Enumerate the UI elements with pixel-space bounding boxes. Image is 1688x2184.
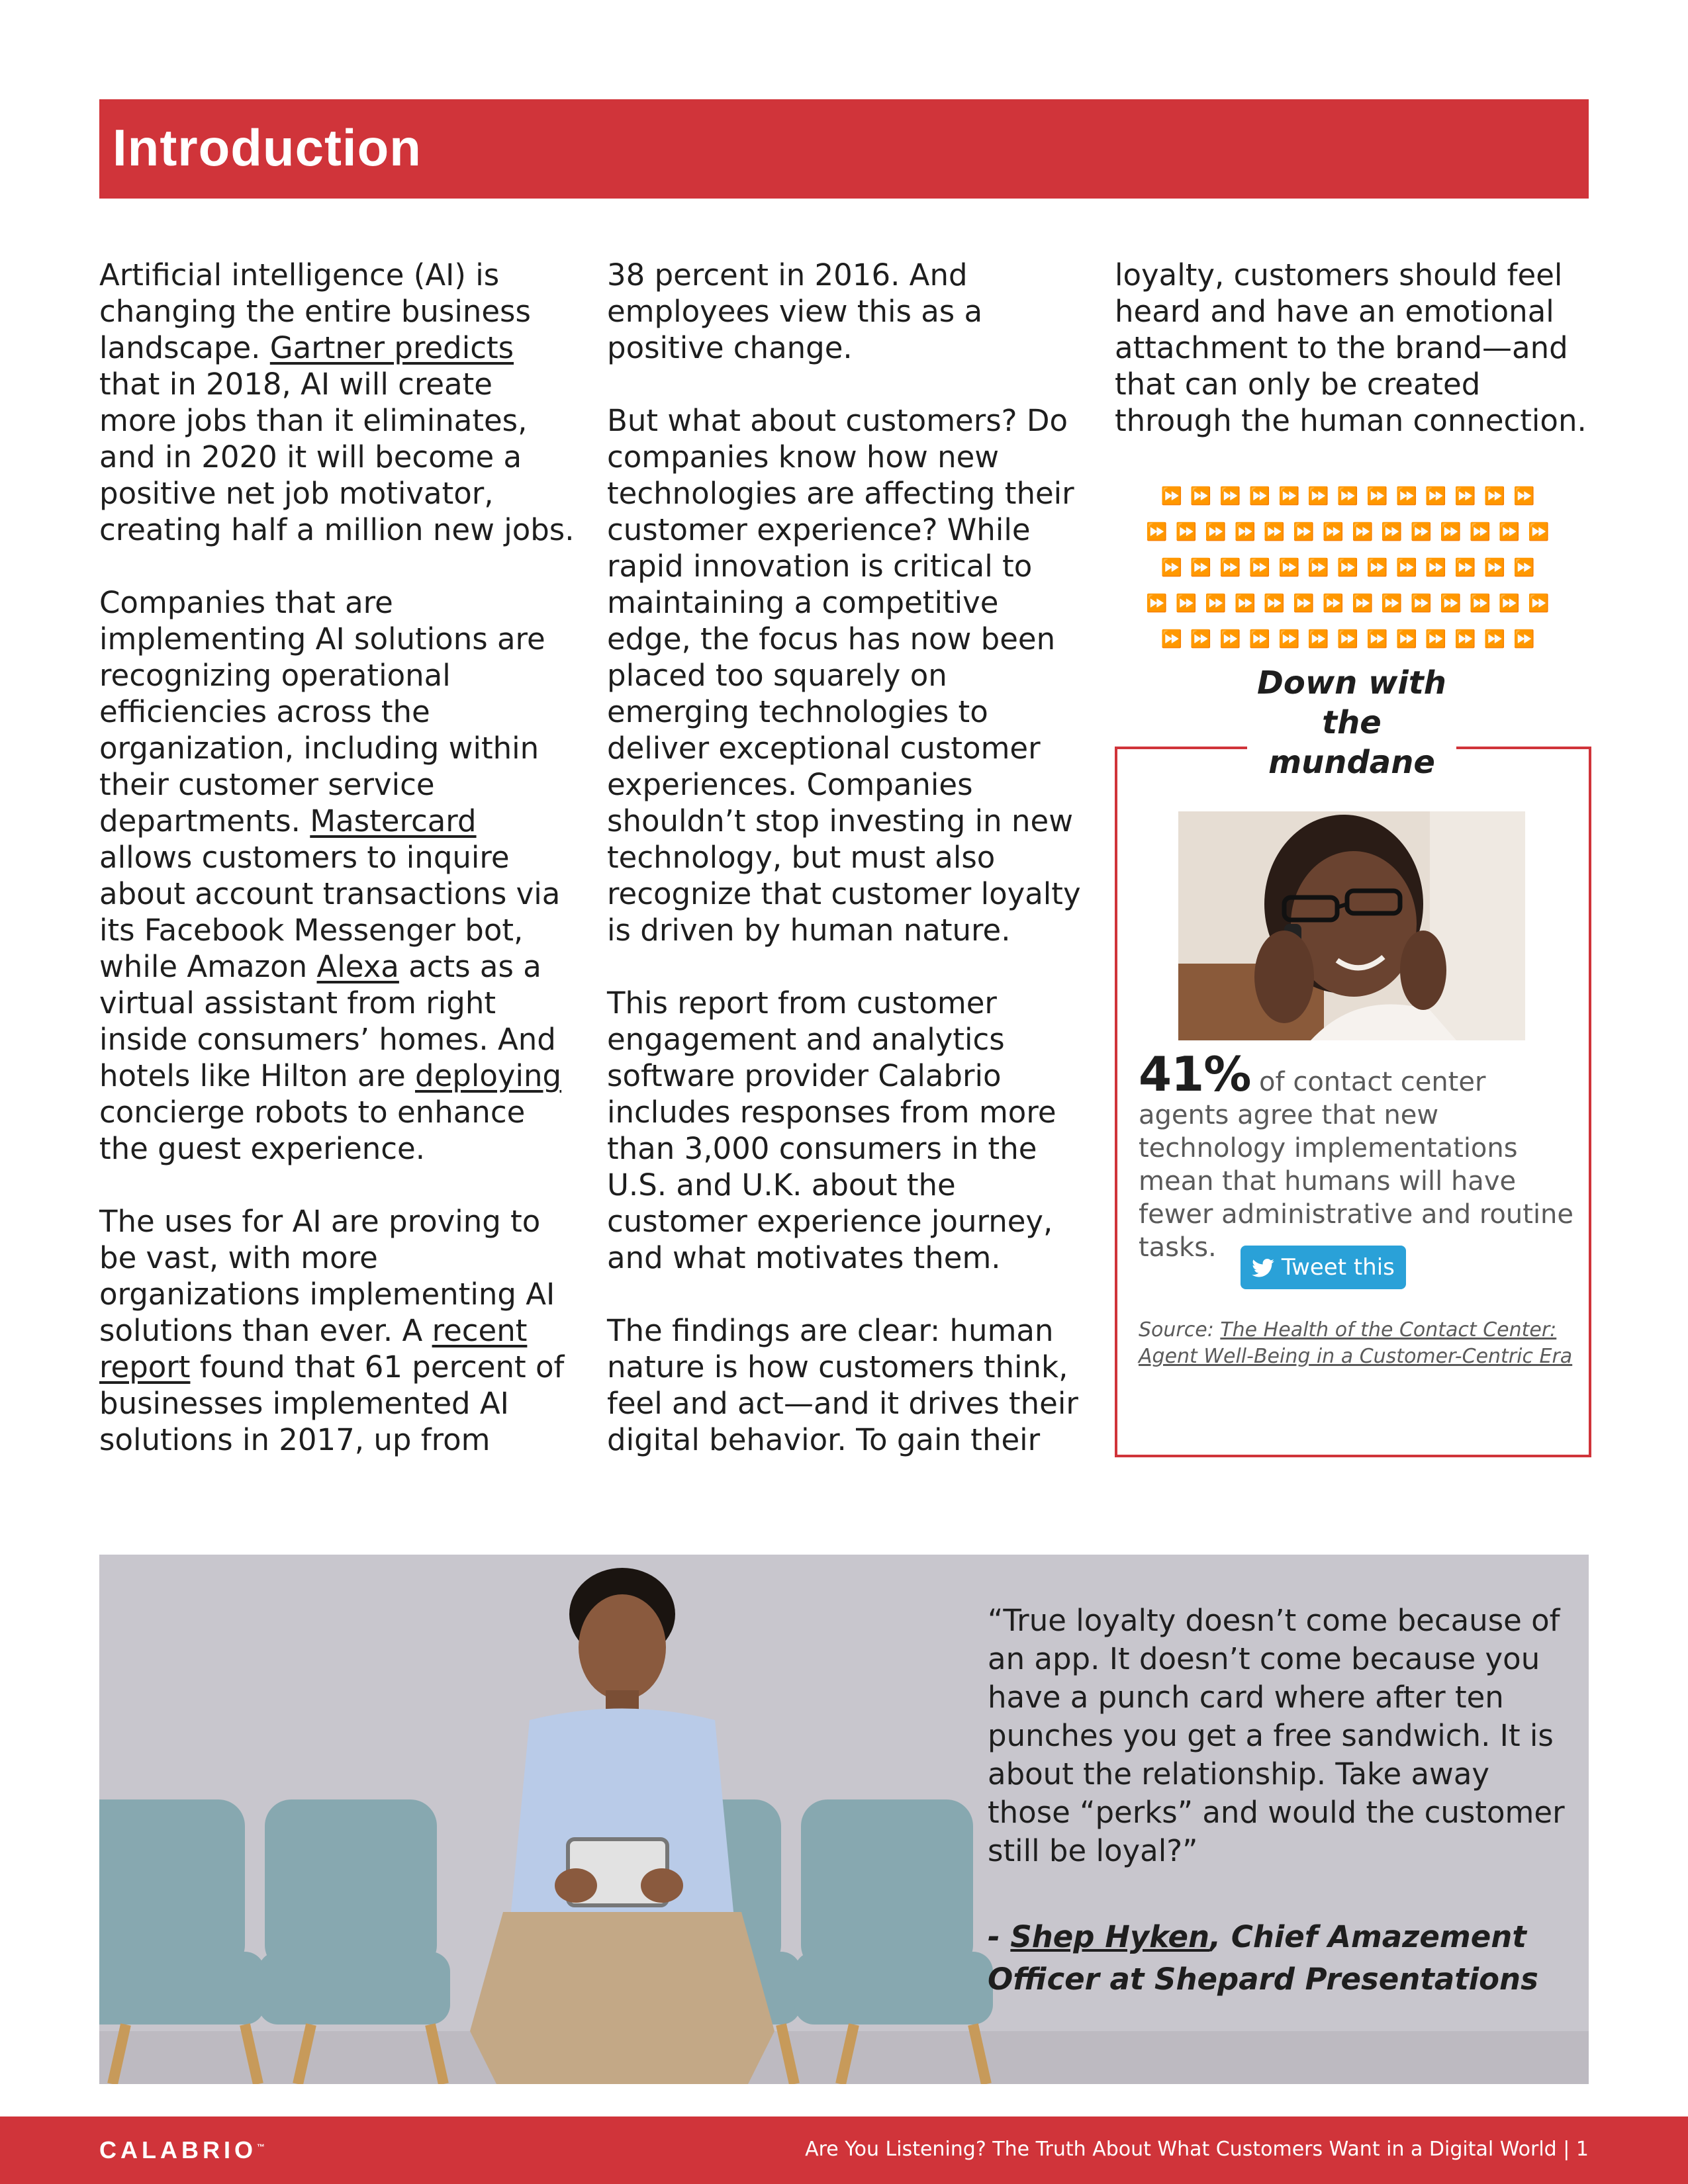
paragraph: But what about customers? Do companies know how new technologies are affecting their customer experience? While rapid innovation is critical to maintaining a competitive edge, the focus has now been placed too squarely on emerging technologies to deliver exceptional customer experiences. Companies shouldn’t stop investing in new technology, but must also recognize that customer loyalty is driven by human nature.	[607, 403, 1081, 948]
arrow-row-icon: ⏩⏩⏩⏩⏩⏩⏩⏩⏩⏩⏩⏩⏩	[1160, 486, 1543, 506]
arrow-row-icon: ⏩⏩⏩⏩⏩⏩⏩⏩⏩⏩⏩⏩⏩	[1160, 558, 1543, 578]
woman-on-phone-photo	[1178, 811, 1525, 1040]
paragraph: The uses for AI are proving to be vast, with more organizations implementing AI solutions than ever. A recent report found that 61 percent of businesses implemented AI solutions in 2017, up from	[99, 1204, 565, 1457]
paragraph: The findings are clear: human nature is how customers think, feel and act—and it drives their digital behavior. To gain their	[607, 1313, 1078, 1457]
quote-text: “True loyalty doesn’t come because of an app. It doesn’t come because you have a punch card where after ten punches you get a free sandwich. It is about the relationship. Take away those “perks” and would the customer still be loyal?”	[988, 1603, 1565, 1868]
paragraph: loyalty, customers should feel heard and have an emotional attachment to the brand—and that can only be created through the human connection.	[1115, 257, 1587, 438]
paragraph: This report from customer engagement and analytics software provider Calabrio includes responses from more than 3,000 consumers in the U.S. and U.K. about the customer experience journey, and what motivates them.	[607, 985, 1056, 1275]
source-link[interactable]: The Health of the Contact Center: Agent Well-Being in a Customer-Centric Era	[1139, 1318, 1573, 1368]
column-2	[607, 257, 1084, 1494]
decorative-arrows	[1115, 486, 1589, 659]
section-banner	[99, 99, 1589, 199]
callout-title: Down with the mundane	[1247, 663, 1456, 782]
calabrio-logo: CALABRIO™	[99, 2136, 265, 2163]
deploying-link[interactable]: deploying	[415, 1058, 562, 1093]
page-footer	[0, 2116, 1688, 2184]
paragraph: Companies that are implementing AI solutions are recognizing operational efficiencies across the organization, including within their customer service departments. Mastercard allows customers to inquire about account transactions via its Facebook Messenger bot, while Amazon Alexa acts as a virtual assistant from right inside consumers’ homes. And hotels like Hilton are deploying concierge robots to enhance the guest experience.	[99, 585, 562, 1166]
recent-report-link[interactable]: recent report	[99, 1313, 528, 1385]
mastercard-link[interactable]: Mastercard	[310, 803, 477, 839]
source-citation: Source: The Health of the Contact Center: Agent Well-Being in a Customer-Centric Era	[1139, 1318, 1573, 1368]
alexa-link[interactable]: Alexa	[316, 949, 399, 984]
page-title: Introduction	[113, 118, 422, 177]
stat-text: 41% of contact center agents agree that new technology implementations mean that humans will have fewer administrative and routine tasks.	[1139, 1046, 1574, 1263]
paragraph: Artificial intelligence (AI) is changing the entire business landscape. Gartner predicts that in 2018, AI will create more jobs than it eliminates, and in 2020 it will become a positive net job motivator, creating half a million new jobs.	[99, 257, 575, 547]
footer-page-label: Are You Listening? The Truth About What Customers Want in a Digital World | 1	[805, 2138, 1589, 2161]
paragraph: 38 percent in 2016. And employees view this as a positive change.	[607, 257, 983, 365]
tweet-this-button[interactable]: Tweet this	[1241, 1246, 1406, 1289]
column-1	[99, 257, 576, 1494]
stat-value: 41%	[1139, 1046, 1251, 1102]
gartner-link[interactable]: Gartner predicts	[269, 330, 514, 365]
arrow-row-icon: ⏩⏩⏩⏩⏩⏩⏩⏩⏩⏩⏩⏩⏩⏩	[1146, 594, 1558, 614]
quote-attribution: - Shep Hyken, Chief Amazement Officer at Shepard Presentations	[988, 1919, 1538, 1997]
shep-hyken-link[interactable]: Shep Hyken	[1010, 1919, 1210, 1954]
twitter-icon	[1252, 1254, 1282, 1281]
column-3	[1115, 257, 1589, 475]
arrow-row-icon: ⏩⏩⏩⏩⏩⏩⏩⏩⏩⏩⏩⏩⏩	[1160, 629, 1543, 649]
arrow-row-icon: ⏩⏩⏩⏩⏩⏩⏩⏩⏩⏩⏩⏩⏩⏩	[1146, 522, 1558, 542]
